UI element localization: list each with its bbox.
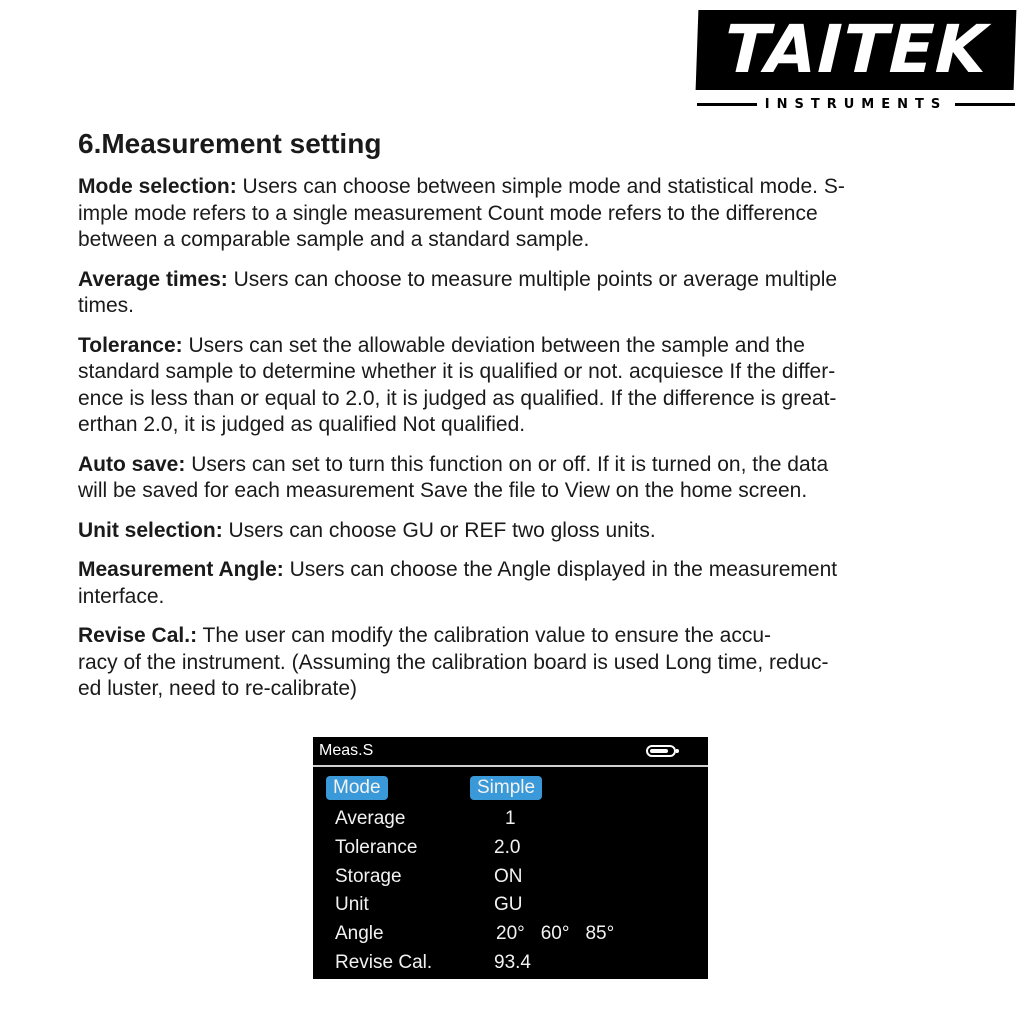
setting-value-unit[interactable]: GU <box>494 894 523 915</box>
setting-label-mode[interactable]: Mode <box>326 776 388 800</box>
paragraph-text: will be saved for each measurement Save the file to View on the home screen. <box>78 479 808 502</box>
setting-row-storage[interactable] <box>313 863 708 891</box>
paragraph-text: times. <box>78 294 135 317</box>
paragraph-text: Users can choose the Angle displayed in the measurement <box>283 558 838 581</box>
taitek-logo <box>697 10 1015 114</box>
paragraph-text: racy of the instrument. (Assuming the calibration board is used Long time, reduc- <box>78 650 829 674</box>
settings-description <box>78 174 948 716</box>
battery-icon <box>646 745 676 757</box>
paragraph-mode-selection <box>78 174 948 254</box>
setting-row-unit[interactable] <box>313 891 708 919</box>
setting-label-storage: Storage <box>335 866 402 887</box>
paragraph-measurement-angle <box>78 557 948 610</box>
paragraph-auto-save <box>78 452 948 505</box>
angle-option-20[interactable]: 20° <box>496 923 525 944</box>
setting-value-storage[interactable]: ON <box>494 866 523 887</box>
term-label: Unit selection: <box>78 518 223 542</box>
paragraph-revise-cal <box>78 623 948 703</box>
setting-value-tolerance[interactable]: 2.0 <box>494 837 521 858</box>
logo-subtitle <box>697 96 1015 112</box>
term-label: Mode selection: <box>78 175 237 198</box>
term-label: Auto save: <box>78 452 186 476</box>
setting-value-mode[interactable]: Simple <box>470 776 542 800</box>
section-heading: 6.Measurement setting <box>78 128 382 159</box>
paragraph-unit-selection <box>78 518 948 545</box>
device-settings-screen <box>313 737 708 979</box>
screen-header <box>313 737 708 767</box>
paragraph-text: imple mode refers to a single measurement Count mode refers to the difference <box>78 201 818 225</box>
setting-label-angle: Angle <box>335 923 384 944</box>
logo-rule-left <box>697 103 757 106</box>
paragraph-text: The user can modify the calibration value to ensure the accu- <box>197 624 771 647</box>
setting-value-angle <box>496 923 614 945</box>
setting-label-unit: Unit <box>335 894 369 915</box>
setting-label-revise-cal: Revise Cal. <box>335 952 433 973</box>
paragraph-text: Users can choose to measure multiple points or average multiple <box>227 267 838 291</box>
screen-title: Meas.S <box>319 742 374 759</box>
setting-row-angle[interactable] <box>313 920 708 948</box>
setting-label-tolerance: Tolerance <box>335 837 418 858</box>
paragraph-text: Users can set the allowable deviation between the sample and the <box>182 333 805 357</box>
paragraph-text: Users can choose between simple mode and statistical mode. S- <box>236 175 845 198</box>
paragraph-text: Users can choose GU or REF two gloss units. <box>222 518 656 542</box>
setting-row-average[interactable] <box>313 805 708 833</box>
term-label: Tolerance: <box>78 333 183 357</box>
angle-option-60[interactable]: 60° <box>540 923 570 944</box>
paragraph-tolerance <box>78 333 948 439</box>
setting-row-revise-cal[interactable] <box>313 949 708 977</box>
term-label: Average times: <box>78 267 228 291</box>
logo-rule-right <box>955 103 1015 106</box>
setting-value-average[interactable]: 1 <box>505 808 516 829</box>
setting-row-tolerance[interactable] <box>313 834 708 862</box>
paragraph-text: standard sample to determine whether it is qualified or not. acquiesce If the differ- <box>78 360 836 383</box>
setting-label-average: Average <box>335 808 406 829</box>
setting-value-revise-cal[interactable]: 93.4 <box>494 952 531 973</box>
logo-brand: TAITEK <box>696 10 1017 90</box>
term-label: Revise Cal.: <box>78 624 198 647</box>
paragraph-text: ed luster, need to re-calibrate) <box>78 677 357 700</box>
paragraph-text: ence is less than or equal to 2.0, it is judged as qualified. If the difference is great- <box>78 386 837 410</box>
term-label: Measurement Angle: <box>78 558 284 581</box>
paragraph-text: interface. <box>78 584 165 608</box>
logo-sub-text: INSTRUMENTS <box>764 96 948 112</box>
paragraph-text: Users can set to turn this function on or off. If it is turned on, the data <box>185 452 829 476</box>
paragraph-text: between a comparable sample and a standard sample. <box>78 228 590 251</box>
paragraph-average-times <box>78 267 948 320</box>
setting-row-mode[interactable] <box>313 775 708 803</box>
paragraph-text: erthan 2.0, it is judged as qualified Not qualified. <box>78 413 526 436</box>
angle-option-85[interactable]: 85° <box>585 923 615 944</box>
